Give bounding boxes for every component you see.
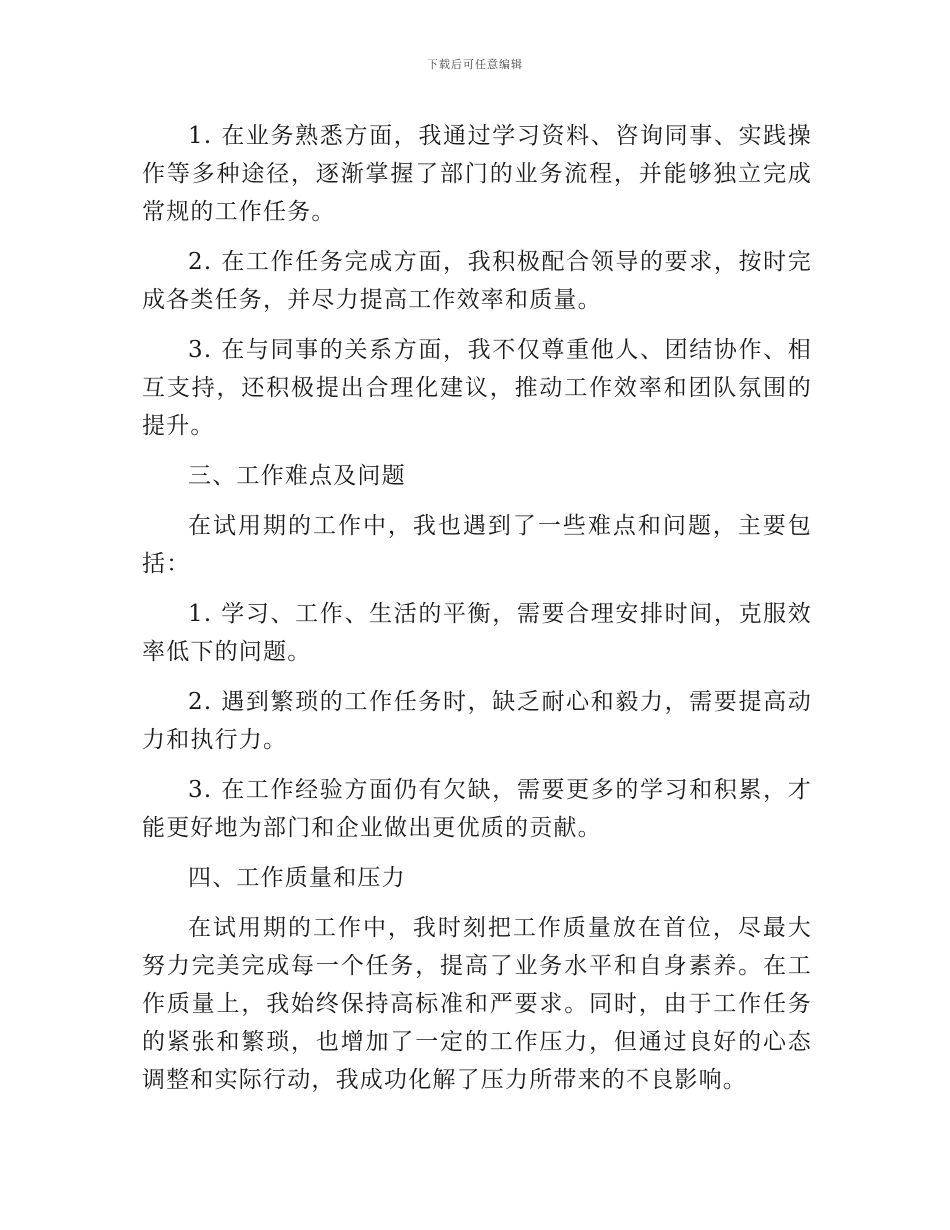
paragraph: 在试用期的工作中，我时刻把工作质量放在首位，尽最大努力完美完成每一个任务，提高了业务水平和自身素养。在工作质量上，我始终保持高标准和严要求。同时，由于工作任务的紧张和繁琐，也增加了一定的工作压力，但通过良好的心态调整和实际行动，我成功化解了压力所带来的不良影响。 [142,915,812,1093]
list-item: 2. 在工作任务完成方面，我积极配合领导的要求，按时完成各类任务，并尽力提高工作效率和质量。 [142,249,812,313]
paragraph: 在试用期的工作中，我也遇到了一些难点和问题，主要包括： [142,513,812,577]
section-heading: 四、工作质量和压力 [188,865,406,891]
section-heading: 三、工作难点及问题 [188,463,406,489]
list-item: 1. 在业务熟悉方面，我通过学习资料、咨询同事、实践操作等多种途径，逐渐掌握了部门的业务流程，并能够独立完成常规的工作任务。 [142,123,812,225]
document-body [142,117,812,1111]
page-header: 下载后可任意编辑 [427,58,523,71]
list-item: 2. 遇到繁琐的工作任务时，缺乏耐心和毅力，需要提高动力和执行力。 [142,689,812,753]
list-item: 3. 在与同事的关系方面，我不仅尊重他人、团结协作、相互支持，还积极提出合理化建议，推动工作效率和团队氛围的提升。 [142,337,812,439]
list-item: 3. 在工作经验方面仍有欠缺，需要更多的学习和积累，才能更好地为部门和企业做出更优质的贡献。 [142,777,812,841]
list-item: 1. 学习、工作、生活的平衡，需要合理安排时间，克服效率低下的问题。 [142,601,812,665]
